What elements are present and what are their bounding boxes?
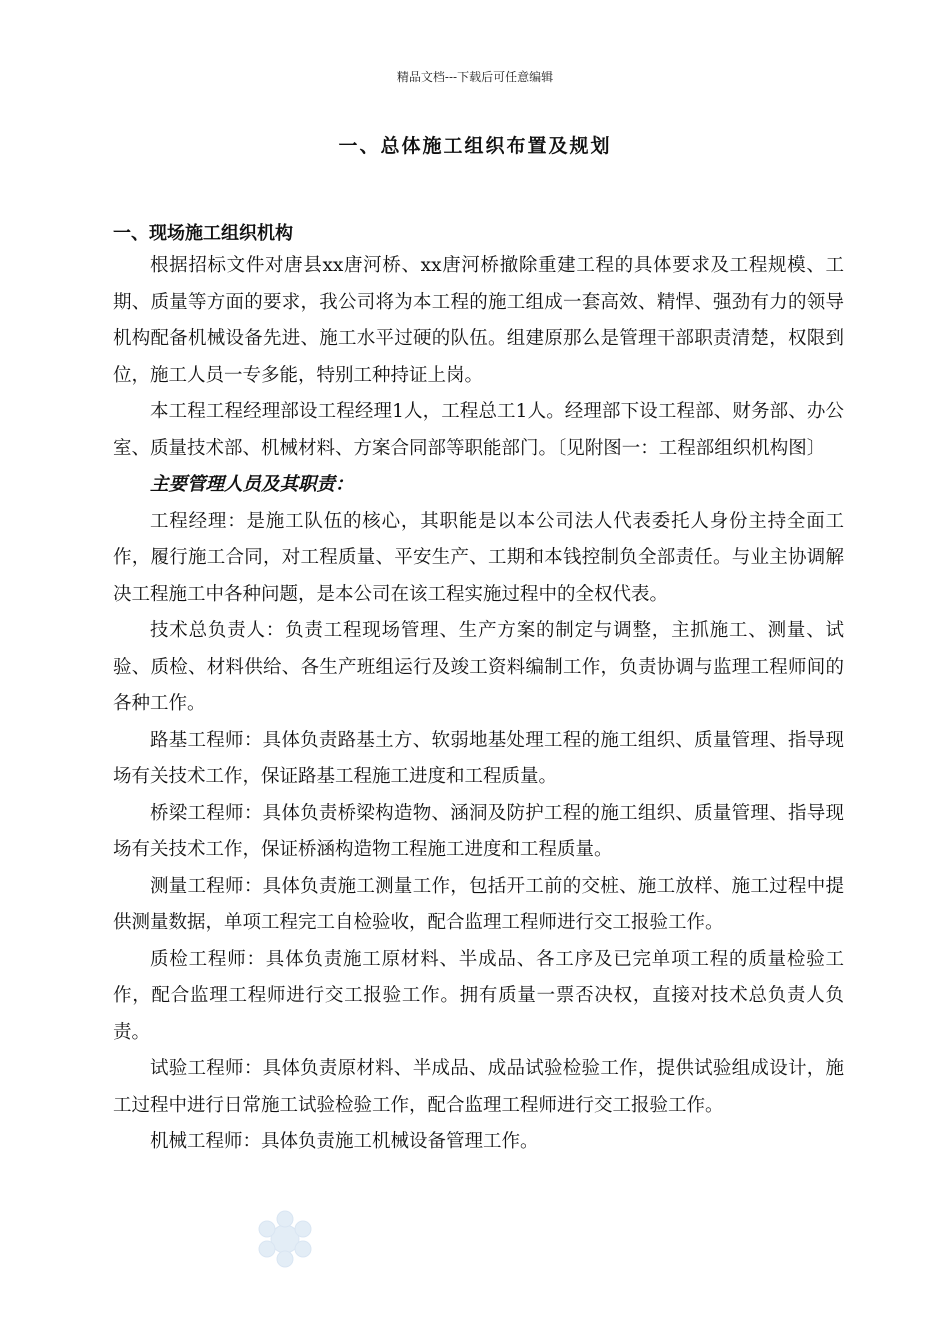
header-note: 精品文档---下载后可任意编辑 xyxy=(396,70,554,84)
section-heading: 一、现场施工组织机构 xyxy=(113,223,293,244)
paragraph-staffing: 本工程工程经理部设工程经理1人，工程总工1人。经理部下设工程部、财务部、办公室、质量技术部、机械材料、方案合同部等职能部门。〔见附图一：工程部组织机构图〕 xyxy=(113,401,844,459)
paragraph-bridge-engineer: 桥梁工程师：具体负责桥梁构造物、涵洞及防护工程的施工组织、质量管理、指导现场有关技术工作，保证桥涵构造物工程施工进度和工程质量。 xyxy=(113,802,844,860)
document-body xyxy=(113,248,844,1161)
paragraph-machinery-engineer: 机械工程师：具体负责施工机械设备管理工作。 xyxy=(150,1131,539,1152)
paragraph-intro: 根据招标文件对唐县xx唐河桥、xx唐河桥撤除重建工程的具体要求及工程规模、工期、质量等方面的要求，我公司将为本工程的施工组成一套高效、精悍、强劲有力的领导机构配备机械设备先进、施工水平过硬的队伍。组建原那么是管理干部职责清楚，权限到位，施工人员一专多能，特别工种持证上岗。 xyxy=(113,255,844,386)
paragraph-project-manager: 工程经理：是施工队伍的核心，其职能是以本公司法人代表委托人身份主持全面工作，履行施工合同，对工程质量、平安生产、工期和本钱控制负全部责任。与业主协调解决工程施工中各种问题，是本公司在该工程实施过程中的全权代表。 xyxy=(113,510,844,605)
document-title: 一、总体施工组织布置及规划 xyxy=(338,135,612,157)
paragraph-test-engineer: 试验工程师：具体负责原材料、半成品、成品试验检验工作，提供试验组成设计，施工过程中进行日常施工试验检验工作，配合监理工程师进行交工报验工作。 xyxy=(113,1058,844,1116)
paragraph-qc-engineer: 质检工程师：具体负责施工原材料、半成品、各工序及已完单项工程的质量检验工作，配合监理工程师进行交工报验工作。拥有质量一票否决权，直接对技术总负责人负责。 xyxy=(113,948,844,1043)
paragraph-technical-lead: 技术总负责人：负责工程现场管理、生产方案的制定与调整，主抓施工、测量、试验、质检、材料供给、各生产班组运行及竣工资料编制工作，负责协调与监理工程师间的各种工作。 xyxy=(113,620,844,714)
paragraph-survey-engineer: 测量工程师：具体负责施工测量工作，包括开工前的交桩、施工放样、施工过程中提供测量数据，单项工程完工自检验收，配合监理工程师进行交工报验工作。 xyxy=(113,875,844,933)
subheading-key-staff: 主要管理人员及其职责： xyxy=(150,474,354,495)
snowflake-watermark-icon xyxy=(252,1206,318,1272)
paragraph-roadbed-engineer: 路基工程师：具体负责路基土方、软弱地基处理工程的施工组织、质量管理、指导现场有关技术工作，保证路基工程施工进度和工程质量。 xyxy=(113,729,844,787)
